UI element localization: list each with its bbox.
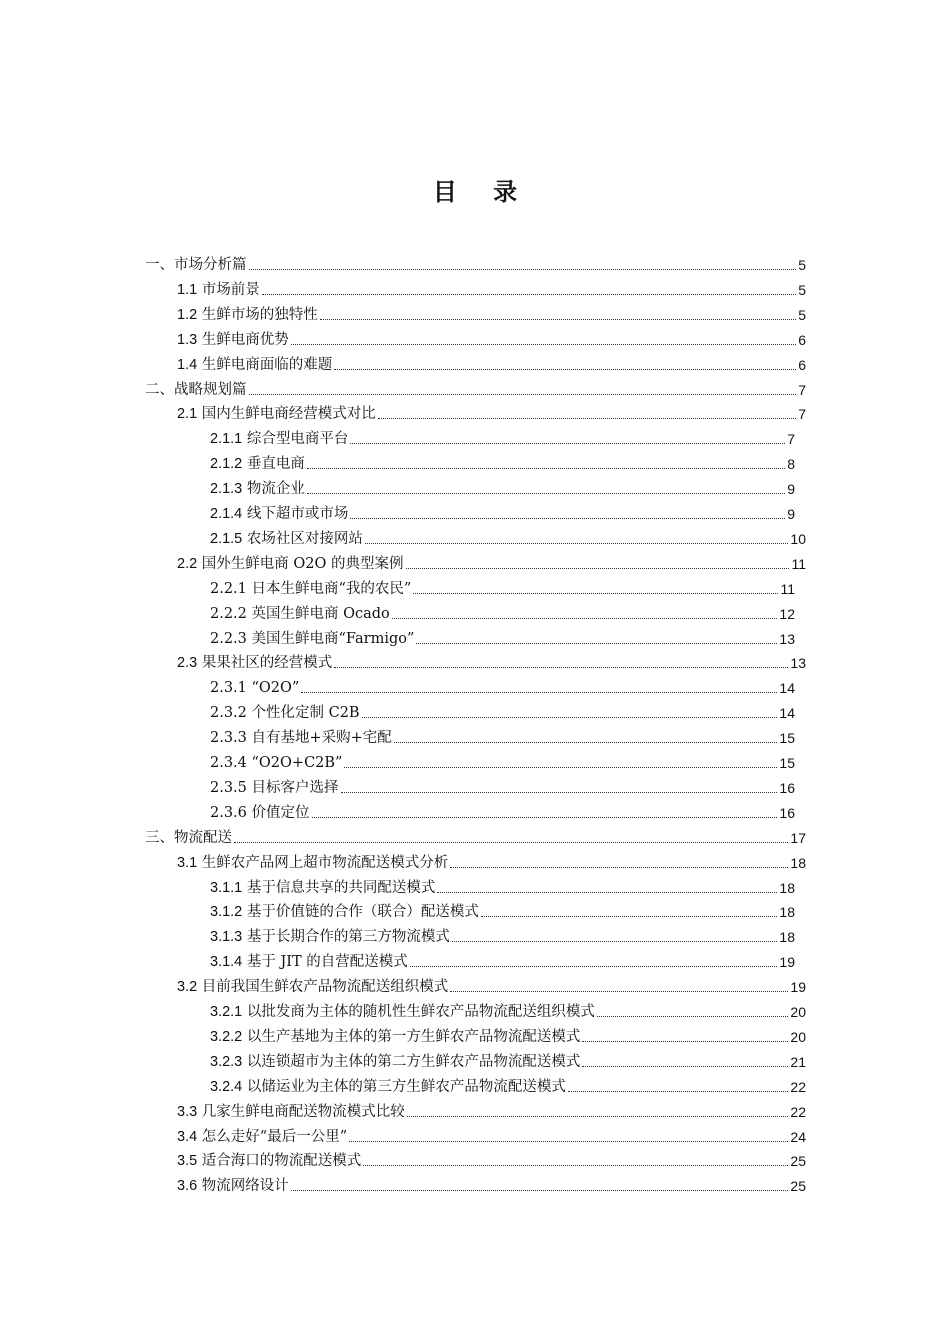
- toc-entry[interactable]: [177, 1149, 806, 1171]
- dot-leader: [452, 941, 778, 942]
- toc-entry-label: [210, 629, 414, 649]
- toc-page-number: 20: [790, 1004, 806, 1020]
- toc-entry-number: 3.2.2: [210, 1028, 243, 1045]
- dot-leader: [410, 966, 778, 967]
- toc-page-number: 18: [779, 929, 795, 946]
- toc-page-number: 16: [779, 804, 795, 821]
- dot-leader: [312, 817, 778, 818]
- dot-leader: [307, 468, 785, 469]
- toc-entry[interactable]: [210, 527, 806, 549]
- toc-entry-text: 以储运业为主体的第三方生鲜农产品物流配送模式: [246, 1078, 566, 1095]
- toc-page-number: 12: [779, 605, 795, 622]
- toc-entry[interactable]: [177, 402, 806, 424]
- dot-leader: [437, 892, 777, 893]
- toc-entry[interactable]: [145, 253, 806, 275]
- toc-entry-label: [210, 429, 348, 449]
- toc-entry-label: [177, 305, 318, 325]
- dot-leader: [413, 593, 778, 594]
- toc-page-number: 11: [780, 580, 795, 597]
- toc-entry-number: 2.1.1: [210, 431, 243, 448]
- toc-entry-text: 2.3.1 “O2O”: [210, 680, 300, 697]
- toc-entry[interactable]: [177, 552, 806, 574]
- toc-entry-label: [210, 579, 411, 599]
- toc-entry-label: [145, 828, 232, 848]
- toc-entry-number: 1.4: [177, 356, 198, 373]
- toc-entry-text: 一、市场分析篇: [145, 257, 247, 273]
- toc-entry[interactable]: [177, 851, 806, 873]
- toc-entry[interactable]: [210, 900, 795, 922]
- dot-leader: [568, 1091, 789, 1092]
- toc-entry-number: 3.1.3: [210, 929, 243, 946]
- toc-entry-text: 2.3.6 价值定位: [210, 804, 310, 821]
- dot-leader: [320, 319, 796, 320]
- toc-entry-text: 怎么走好“最后一公里”: [201, 1128, 348, 1145]
- dot-leader: [301, 692, 777, 693]
- toc-entry[interactable]: [210, 1000, 806, 1022]
- toc-page-number: 5: [798, 306, 806, 323]
- toc-entry-label: [210, 479, 305, 499]
- toc-page-number: 11: [791, 555, 806, 572]
- toc-entry-label: [210, 902, 479, 922]
- toc-entry-text: 2.3.2 个性化定制 C2B: [210, 705, 360, 722]
- toc-entry-text: 果果社区的经营模式: [201, 655, 333, 672]
- toc-page-number: 7: [798, 381, 806, 398]
- toc-entry-text: 市场前景: [201, 281, 260, 298]
- toc-entry[interactable]: [210, 801, 795, 823]
- toc-page-number: 25: [790, 1178, 806, 1195]
- toc-entry-text: 基于长期合作的第三方物流模式: [246, 929, 450, 946]
- toc-page-number: 25: [790, 1153, 806, 1170]
- dot-leader: [262, 294, 796, 295]
- toc-entry-label: [210, 529, 363, 549]
- toc-entry-number: 3.5: [177, 1153, 198, 1170]
- toc-entry-label: [210, 728, 392, 748]
- toc-entry-label: [210, 1077, 566, 1097]
- toc-page-number: 24: [790, 1128, 806, 1145]
- dot-leader: [394, 742, 778, 743]
- toc-entry-label: [177, 1127, 347, 1147]
- toc-entry-text: 目前我国生鲜农产品物流配送组织模式: [201, 979, 449, 996]
- toc-entry-label: [145, 380, 247, 400]
- toc-entry-text: 以批发商为主体的随机性生鲜农产品物流配送组织模式: [246, 1004, 595, 1020]
- toc-entry-number: 2.1.2: [210, 456, 243, 473]
- toc-entry-label: [177, 404, 376, 424]
- toc-entry-label: [177, 1176, 289, 1196]
- toc-entry-label: [210, 878, 435, 898]
- dot-leader: [392, 618, 778, 619]
- dot-leader: [582, 1066, 788, 1067]
- toc-entry[interactable]: [177, 975, 806, 997]
- toc-entry[interactable]: [210, 950, 795, 972]
- toc-entry[interactable]: [210, 502, 795, 524]
- dot-leader: [365, 543, 789, 544]
- toc-entry[interactable]: [145, 826, 806, 848]
- dot-leader: [234, 842, 788, 843]
- toc-entry[interactable]: [210, 627, 795, 649]
- toc-entry-label: [177, 653, 332, 673]
- toc-entry-text: 2.2.1 日本生鲜电商“我的农民”: [210, 580, 412, 597]
- toc-entry-text: 国外生鲜电商 O2O 的典型案例: [201, 555, 404, 572]
- toc-entry-text: 基于价值链的合作（联合）配送模式: [246, 904, 479, 921]
- toc-entry-text: 生鲜农产品网上超市物流配送模式分析: [201, 854, 449, 871]
- toc-page-number: 7: [787, 431, 795, 448]
- toc-entry-label: [210, 952, 408, 972]
- toc-entry[interactable]: [177, 1125, 806, 1147]
- toc-entry-number: 2.1: [177, 406, 198, 423]
- toc-page-number: 10: [790, 530, 806, 547]
- dot-leader: [334, 369, 796, 370]
- dot-leader: [582, 1041, 788, 1042]
- toc-entry-label: [210, 778, 339, 798]
- toc-page-number: 17: [790, 829, 806, 846]
- toc-page-number: 16: [779, 779, 795, 796]
- toc-entry-label: [210, 703, 360, 723]
- toc-entry-label: [210, 753, 342, 773]
- toc-entry-label: [177, 280, 260, 300]
- toc-entry-text: 生鲜市场的独特性: [201, 306, 318, 323]
- toc-entry-number: 3.2.4: [210, 1078, 243, 1095]
- dot-leader: [362, 717, 778, 718]
- toc-entry-number: 2.1.3: [210, 481, 243, 498]
- toc-page-number: 14: [779, 705, 795, 722]
- toc-entry[interactable]: [210, 776, 795, 798]
- toc-entry[interactable]: [177, 278, 806, 300]
- toc-entry[interactable]: [210, 876, 795, 898]
- toc-entry-number: 3.3: [177, 1103, 198, 1120]
- toc-entry-text: 适合海口的物流配送模式: [201, 1153, 362, 1170]
- dot-leader: [291, 1190, 789, 1191]
- toc-entry[interactable]: [145, 378, 806, 400]
- toc-entry-number: 1.2: [177, 306, 198, 323]
- toc-entry-text: 生鲜电商面临的难题: [201, 356, 333, 373]
- dot-leader: [416, 643, 777, 644]
- toc-entry-label: [210, 604, 390, 624]
- dot-leader: [249, 269, 797, 270]
- toc-entry-text: 2.3.5 目标客户选择: [210, 779, 339, 796]
- toc-entry-label: [177, 554, 404, 574]
- toc-entry-number: 2.1.4: [210, 506, 243, 522]
- toc-page-number: 9: [787, 506, 795, 522]
- toc-entry[interactable]: [177, 651, 806, 673]
- dot-leader: [481, 916, 778, 917]
- toc-page-number: 22: [790, 1103, 806, 1120]
- toc-page-number: 6: [798, 356, 806, 373]
- toc-page-number: 19: [779, 954, 795, 971]
- toc-entry-text: 物流网络设计: [201, 1178, 289, 1195]
- toc-page-number: 15: [779, 730, 795, 747]
- toc-page-number: 22: [790, 1078, 806, 1095]
- toc-page-number: 5: [798, 281, 806, 298]
- toc-entry-text: 基于 JIT 的自营配送模式: [246, 954, 408, 971]
- toc-entry-text: 二、战略规划篇: [145, 381, 247, 398]
- toc-entry-number: 3.1.1: [210, 879, 243, 896]
- toc-entry[interactable]: [210, 477, 795, 499]
- toc-entry-text: 以连锁超市为主体的第二方生鲜农产品物流配送模式: [246, 1053, 581, 1070]
- dot-leader: [249, 394, 797, 395]
- toc-page-number: 13: [779, 630, 795, 647]
- toc-entry-text: 线下超市或市场: [246, 506, 349, 522]
- toc-entry-number: 3.2.3: [210, 1053, 243, 1070]
- toc-entry-number: 1.1: [177, 281, 198, 298]
- toc-entry-number: 3.6: [177, 1178, 198, 1195]
- toc-page-number: 21: [790, 1053, 806, 1070]
- toc-entry-label: [210, 927, 450, 947]
- toc-entry[interactable]: [210, 602, 795, 624]
- toc-entry[interactable]: [210, 726, 795, 748]
- toc-entry[interactable]: [177, 1174, 806, 1196]
- toc-entry-number: 3.1.4: [210, 954, 243, 971]
- toc-entry-number: 3.2.1: [210, 1004, 243, 1020]
- toc-entry-number: 1.3: [177, 331, 198, 348]
- dot-leader: [350, 443, 785, 444]
- toc-entry-number: 2.3: [177, 655, 198, 672]
- toc-entry-text: 生鲜电商优势: [201, 331, 289, 348]
- toc-entry-number: 3.1.2: [210, 904, 243, 921]
- toc-entry-label: [210, 504, 348, 524]
- toc-entry-text: 基于信息共享的共同配送模式: [246, 879, 436, 896]
- toc-entry-number: 2.2: [177, 555, 198, 572]
- dot-leader: [597, 1016, 789, 1017]
- toc-entry[interactable]: [210, 1050, 806, 1072]
- toc-entry-label: [177, 330, 289, 350]
- toc-entry-label: [210, 1052, 580, 1072]
- toc-entry-label: [177, 1102, 405, 1122]
- dot-leader: [341, 792, 778, 793]
- toc-page-number: 8: [787, 456, 795, 473]
- dot-leader: [291, 344, 796, 345]
- toc-entry-label: [210, 803, 310, 823]
- toc-page-number: 9: [787, 481, 795, 498]
- toc-entry[interactable]: [177, 1100, 806, 1122]
- toc-page-number: 18: [779, 879, 795, 896]
- toc-entry-text: 2.3.4 “O2O+C2B”: [210, 755, 343, 771]
- toc-entry-label: [210, 1002, 595, 1022]
- toc-entry-label: [210, 1027, 580, 1047]
- toc-entry[interactable]: [210, 701, 795, 723]
- toc-entry-number: 2.1.5: [210, 530, 243, 547]
- dot-leader: [406, 568, 790, 569]
- toc-entry-label: [177, 355, 332, 375]
- dot-leader: [334, 667, 788, 668]
- toc-page-number: 20: [790, 1028, 806, 1045]
- toc-entry-label: [145, 255, 247, 275]
- toc-entry-text: 几家生鲜电商配送物流模式比较: [201, 1103, 405, 1120]
- toc-entry-text: 2.3.3 自有基地+采购+宅配: [210, 730, 392, 747]
- toc-page-number: 5: [798, 257, 806, 273]
- dot-leader: [350, 518, 785, 519]
- toc-entry-number: 3.2: [177, 979, 198, 996]
- toc-entry-label: [210, 454, 305, 474]
- toc-entry-text: 2.2.3 美国生鲜电商“Farmigo”: [210, 630, 415, 647]
- dot-leader: [378, 418, 796, 419]
- toc-entry-label: [210, 678, 299, 698]
- dot-leader: [307, 493, 785, 494]
- toc-page-number: 13: [790, 655, 806, 672]
- toc-entry-text: 农场社区对接网站: [246, 530, 363, 547]
- toc-entry-text: 2.2.2 英国生鲜电商 Ocado: [210, 605, 390, 622]
- toc-entry-text: 物流企业: [246, 481, 305, 498]
- toc-entry-number: 3.4: [177, 1128, 198, 1145]
- toc-entry[interactable]: [210, 925, 795, 947]
- toc-entry[interactable]: [210, 1075, 806, 1097]
- toc-entry[interactable]: [210, 751, 795, 773]
- toc-entry[interactable]: [210, 452, 795, 474]
- toc-entry[interactable]: [210, 676, 795, 698]
- toc-page-number: 18: [779, 904, 795, 921]
- toc-page-number: 6: [798, 331, 806, 348]
- dot-leader: [450, 867, 788, 868]
- toc-entry-text: 综合型电商平台: [246, 431, 349, 448]
- dot-leader: [407, 1116, 789, 1117]
- dot-leader: [450, 991, 788, 992]
- toc-page-number: 18: [790, 854, 806, 871]
- page-title: 目 录: [432, 177, 532, 206]
- toc-entry[interactable]: [177, 303, 806, 325]
- toc-entry[interactable]: [210, 427, 795, 449]
- toc-entry[interactable]: [210, 1025, 806, 1047]
- dot-leader: [349, 1141, 788, 1142]
- toc-entry-number: 3.1: [177, 854, 198, 871]
- toc-page-number: 7: [798, 406, 806, 423]
- toc-entry-text: 三、物流配送: [145, 829, 232, 846]
- toc-entry[interactable]: [177, 353, 806, 375]
- toc-page-number: 19: [790, 979, 806, 996]
- toc-entry-text: 以生产基地为主体的第一方生鲜农产品物流配送模式: [246, 1028, 581, 1045]
- toc-entry-text: 国内生鲜电商经营模式对比: [201, 406, 376, 423]
- toc-page-number: 15: [779, 755, 795, 771]
- toc-entry[interactable]: [177, 328, 806, 350]
- dot-leader: [344, 767, 777, 768]
- toc-entry-label: [177, 1151, 361, 1171]
- dot-leader: [363, 1165, 788, 1166]
- toc-entry[interactable]: [210, 577, 795, 599]
- toc-entry-label: [177, 853, 448, 873]
- toc-entry-text: 垂直电商: [246, 456, 305, 473]
- toc-page-number: 14: [779, 680, 795, 697]
- toc-entry-label: [177, 977, 448, 997]
